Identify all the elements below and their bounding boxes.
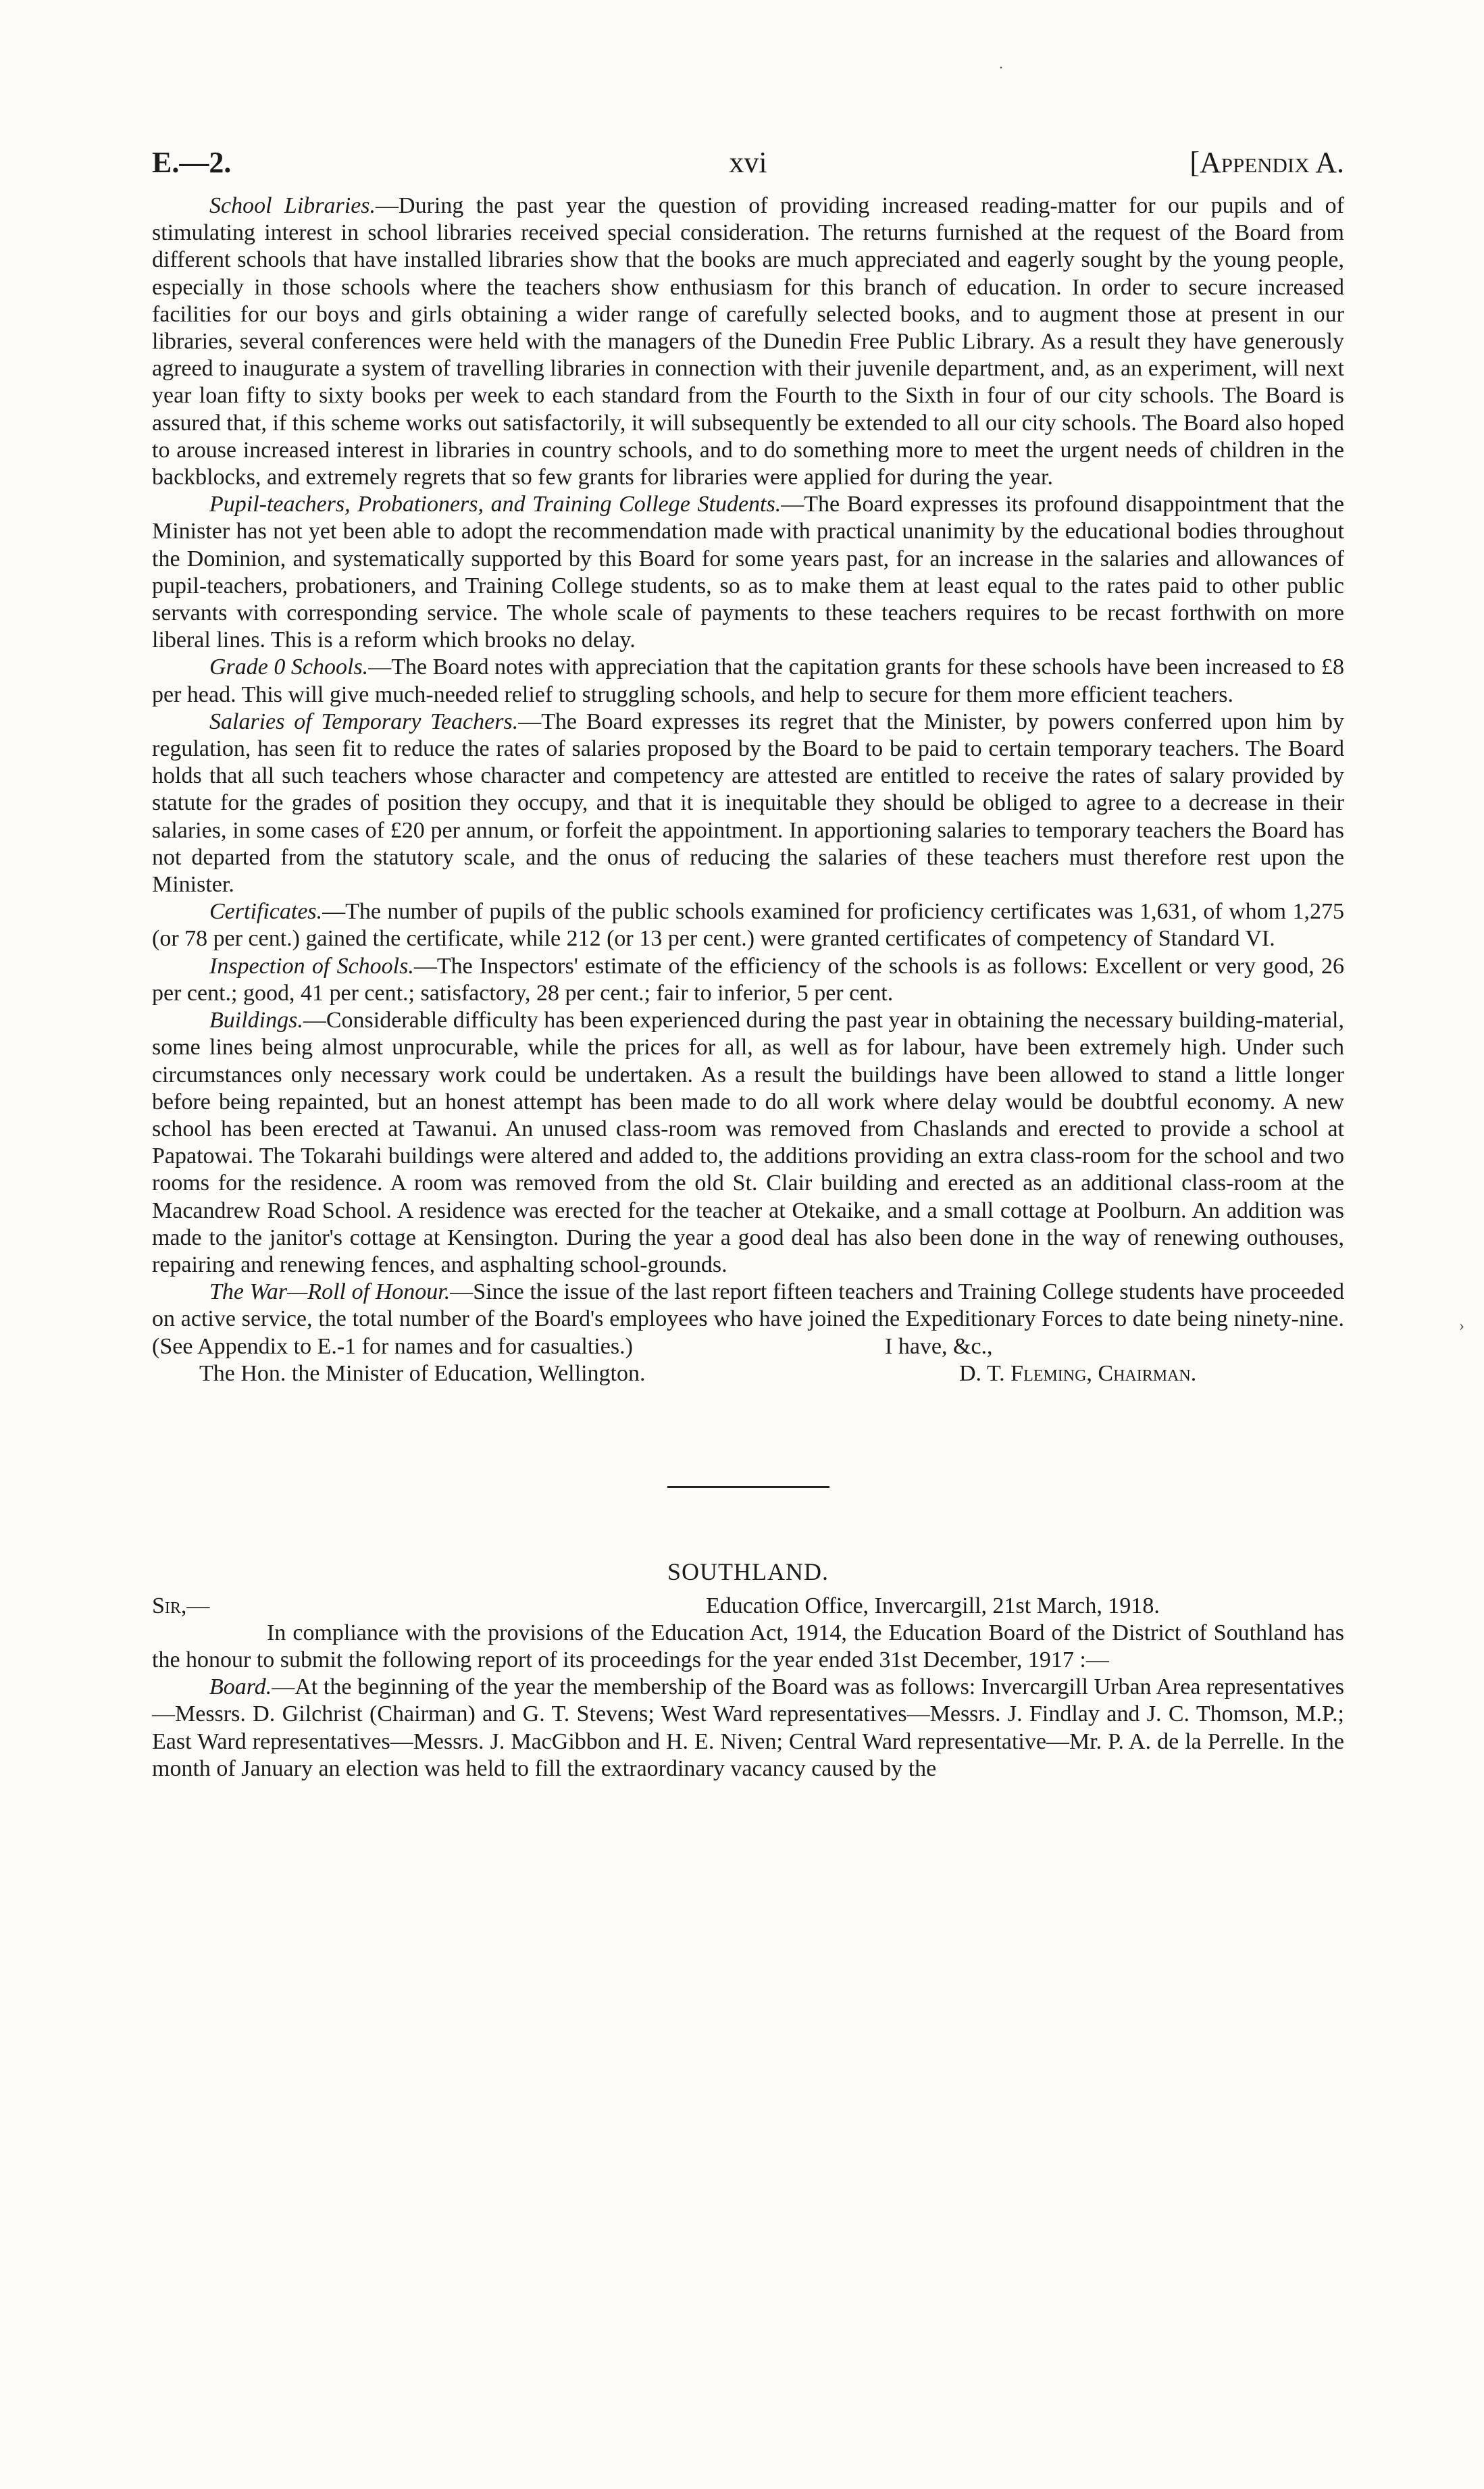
run-in-heading: Salaries of Temporary Teachers. — [209, 709, 519, 734]
header-reference: E.—2. — [152, 146, 232, 179]
paragraph-inspection — [152, 953, 1344, 1007]
closing-formula: I have, &c., — [885, 1333, 993, 1359]
header-page-number: xvi — [729, 146, 767, 179]
run-in-heading: Buildings. — [209, 1008, 303, 1033]
run-in-heading: The War—Roll of Honour. — [209, 1279, 451, 1305]
run-in-heading: Pupil-teachers, Probationers, and Training College Students. — [209, 492, 782, 517]
paragraph-intro — [152, 1620, 1344, 1674]
scan-mark-top: · — [998, 59, 1004, 77]
date-and-place: Education Office, Invercargill, 21st March, 1918. — [706, 1593, 1160, 1618]
paragraph-text: In compliance with the provisions of the Education Act, 1914, the Education Board of the District of Southland has the honour to submit the following report of its proceedings for the year ended 31st December, 1917 :— — [152, 1620, 1344, 1672]
section-divider — [667, 1486, 829, 1488]
paragraph-certificates — [152, 898, 1344, 952]
paragraph-pupil-teachers — [152, 491, 1344, 654]
run-in-heading: Certificates. — [209, 899, 323, 925]
paragraph-text: —The number of pupils of the public schools examined for proficiency certificates was 1,631, of whom 1,275 (or 78 per cent.) gained the certificate, while 212 (or 13 per cent.) were granted certificates of competency of Standard VI. — [152, 899, 1344, 952]
salutation: Sir,— — [152, 1593, 210, 1618]
header-appendix: [Appendix A. — [1189, 146, 1344, 179]
paragraph-text: —At the beginning of the year the membership of the Board was as follows: Invercargill Urban Area representatives—Messrs. D. Gilchrist (Chairman) and G. T. Stevens; West Ward representatives—Messrs. J. Findlay and J. C. Thomson, M.P.; East Ward representatives—Messrs. J. MacGibbon and H. E. Niven; Central Ward representative—Mr. P. A. de la Perrelle. In the month of January an election was held to fill the extraordinary vacancy caused by the — [152, 1674, 1344, 1781]
paragraph-temporary-teachers — [152, 709, 1344, 898]
run-in-heading: School Libraries. — [209, 193, 376, 218]
signatory: D. T. Fleming, Chairman. — [959, 1360, 1197, 1386]
paragraph-text: —Considerable difficulty has been experienced during the past year in obtaining the necessary building-material, some lines being almost unprocurable, while the prices for all, as well as for labour, have been extremely high. Under such circumstances only necessary work could be undertaken. As a result the buildings have been allowed to stand a little longer before being repainted, but an honest attempt has been made to do all work where delay would be doubtful economy. A new school has been erected at Tawanui. An unused class-room was removed from Chaslands and erected to provide a school at Papatowai. The Tokarahi buildings were altered and added to, the additions providing an extra class-room for the school and two rooms for the residence. A room was removed from the old St. Clair building and erected as an additional class-room at the Macandrew Road School. A residence was erected for the teacher at Otekaike, and a small cottage at Poolburn. An addition was made to the janitor's cottage at Kensington. During the year a good deal has also been done in the way of renewing outhouses, repairing and renewing fences, and asphalting school-grounds. — [152, 1008, 1344, 1277]
paragraph-text: —The Board expresses its regret that the Minister, by powers conferred upon him by regulation, has seen fit to reduce the rates of salaries proposed by the Board to be paid to certain temporary teachers. The Board holds that all such teachers whose character and competency are attested are entitled to receive the rates of salary provided by statute for the grades of position they occupy, and that it is inequitable they should be obliged to agree to a decrease in their salaries, in some cases of £20 per annum, or forfeit the appointment. In apportioning salaries to temporary teachers the Board has not departed from the statutory scale, and the onus of reducing the salaries of these teachers must therefore rest upon the Minister. — [152, 709, 1344, 898]
paragraph-roll-of-honour — [152, 1279, 1344, 1360]
addressee: The Hon. the Minister of Education, Wellington. — [199, 1360, 646, 1386]
run-in-heading: Inspection of Schools. — [209, 953, 414, 979]
paragraph-text: —The Board expresses its profound disappointment that the Minister has not yet been able to adopt the recommendation made with practical unanimity by the educational bodies throughout the Dominion, and systematically supported by this Board for some years past, for an increase in the salaries and allowances of pupil-teachers, probationers, and Training College students, so as to make them at least equal to the rates paid to other public servants with corresponding service. The whole scale of payments to these teachers requires to be recast forthwith on more liberal lines. This is a reform which brooks no delay. — [152, 492, 1344, 653]
page-header — [152, 145, 1344, 193]
paragraph-text: —Since the issue of the last report fifteen teachers and Training College students have proceeded on active service, the total number of the Board's employees who have joined the Expeditionary Forces to date being ninety-nine. (See Appendix to E.-1 for names and for casualties.) — [152, 1279, 1344, 1359]
paragraph-text: —The Board notes with appreciation that the capitation grants for these schools have been increased to £8 per head. This will give much-needed relief to struggling schools, and help to secure for them more efficient teachers. — [152, 655, 1344, 707]
section-title: SOUTHLAND. — [667, 1558, 829, 1585]
paragraph-school-libraries — [152, 193, 1344, 491]
paragraph-text: —The Inspectors' estimate of the efficiency of the schools is as follows: Excellent or very good, 26 per cent.; good, 41 per cent.; satisfactory, 28 per cent.; fair to inferior, 5 per cent. — [152, 953, 1345, 1006]
scan-mark-side: › — [1459, 1317, 1464, 1335]
signature-block — [152, 1333, 1344, 1387]
letter-dateline — [152, 1593, 1344, 1620]
run-in-heading: Board. — [209, 1674, 272, 1700]
paragraph-board — [152, 1674, 1344, 1782]
paragraph-grade-0-schools — [152, 654, 1344, 708]
page — [152, 145, 1344, 1782]
paragraph-text: —During the past year the question of providing increased reading-matter for our pupils and of stimulating interest in school libraries received special consideration. The returns furnished at the request of the Board from different schools that have installed libraries show that the books are much appreciated and eagerly sought by the young people, especially in those schools where the teachers show enthusiasm for this branch of education. In order to secure increased facilities for our boys and girls obtaining a wider range of carefully selected books, and to augment those at present in our libraries, several conferences were held with the managers of the Dunedin Free Public Library. As a result they have generously agreed to inaugurate a system of travelling libraries in connection with their juvenile department, and, as an experiment, will next year loan fifty to sixty books per week to each standard from the Fourth to the Sixth in four of our city schools. The Board is assured that, if this scheme works out satisfactorily, it will subsequently be extended to all our city schools. The Board also hoped to arouse increased interest in libraries in country schools, and to do something more to meet the urgent needs of children in the backblocks, and extremely regrets that so few grants for libraries were applied for during the year. — [152, 193, 1345, 490]
paragraph-buildings — [152, 1007, 1344, 1279]
run-in-heading: Grade 0 Schools. — [209, 655, 369, 680]
